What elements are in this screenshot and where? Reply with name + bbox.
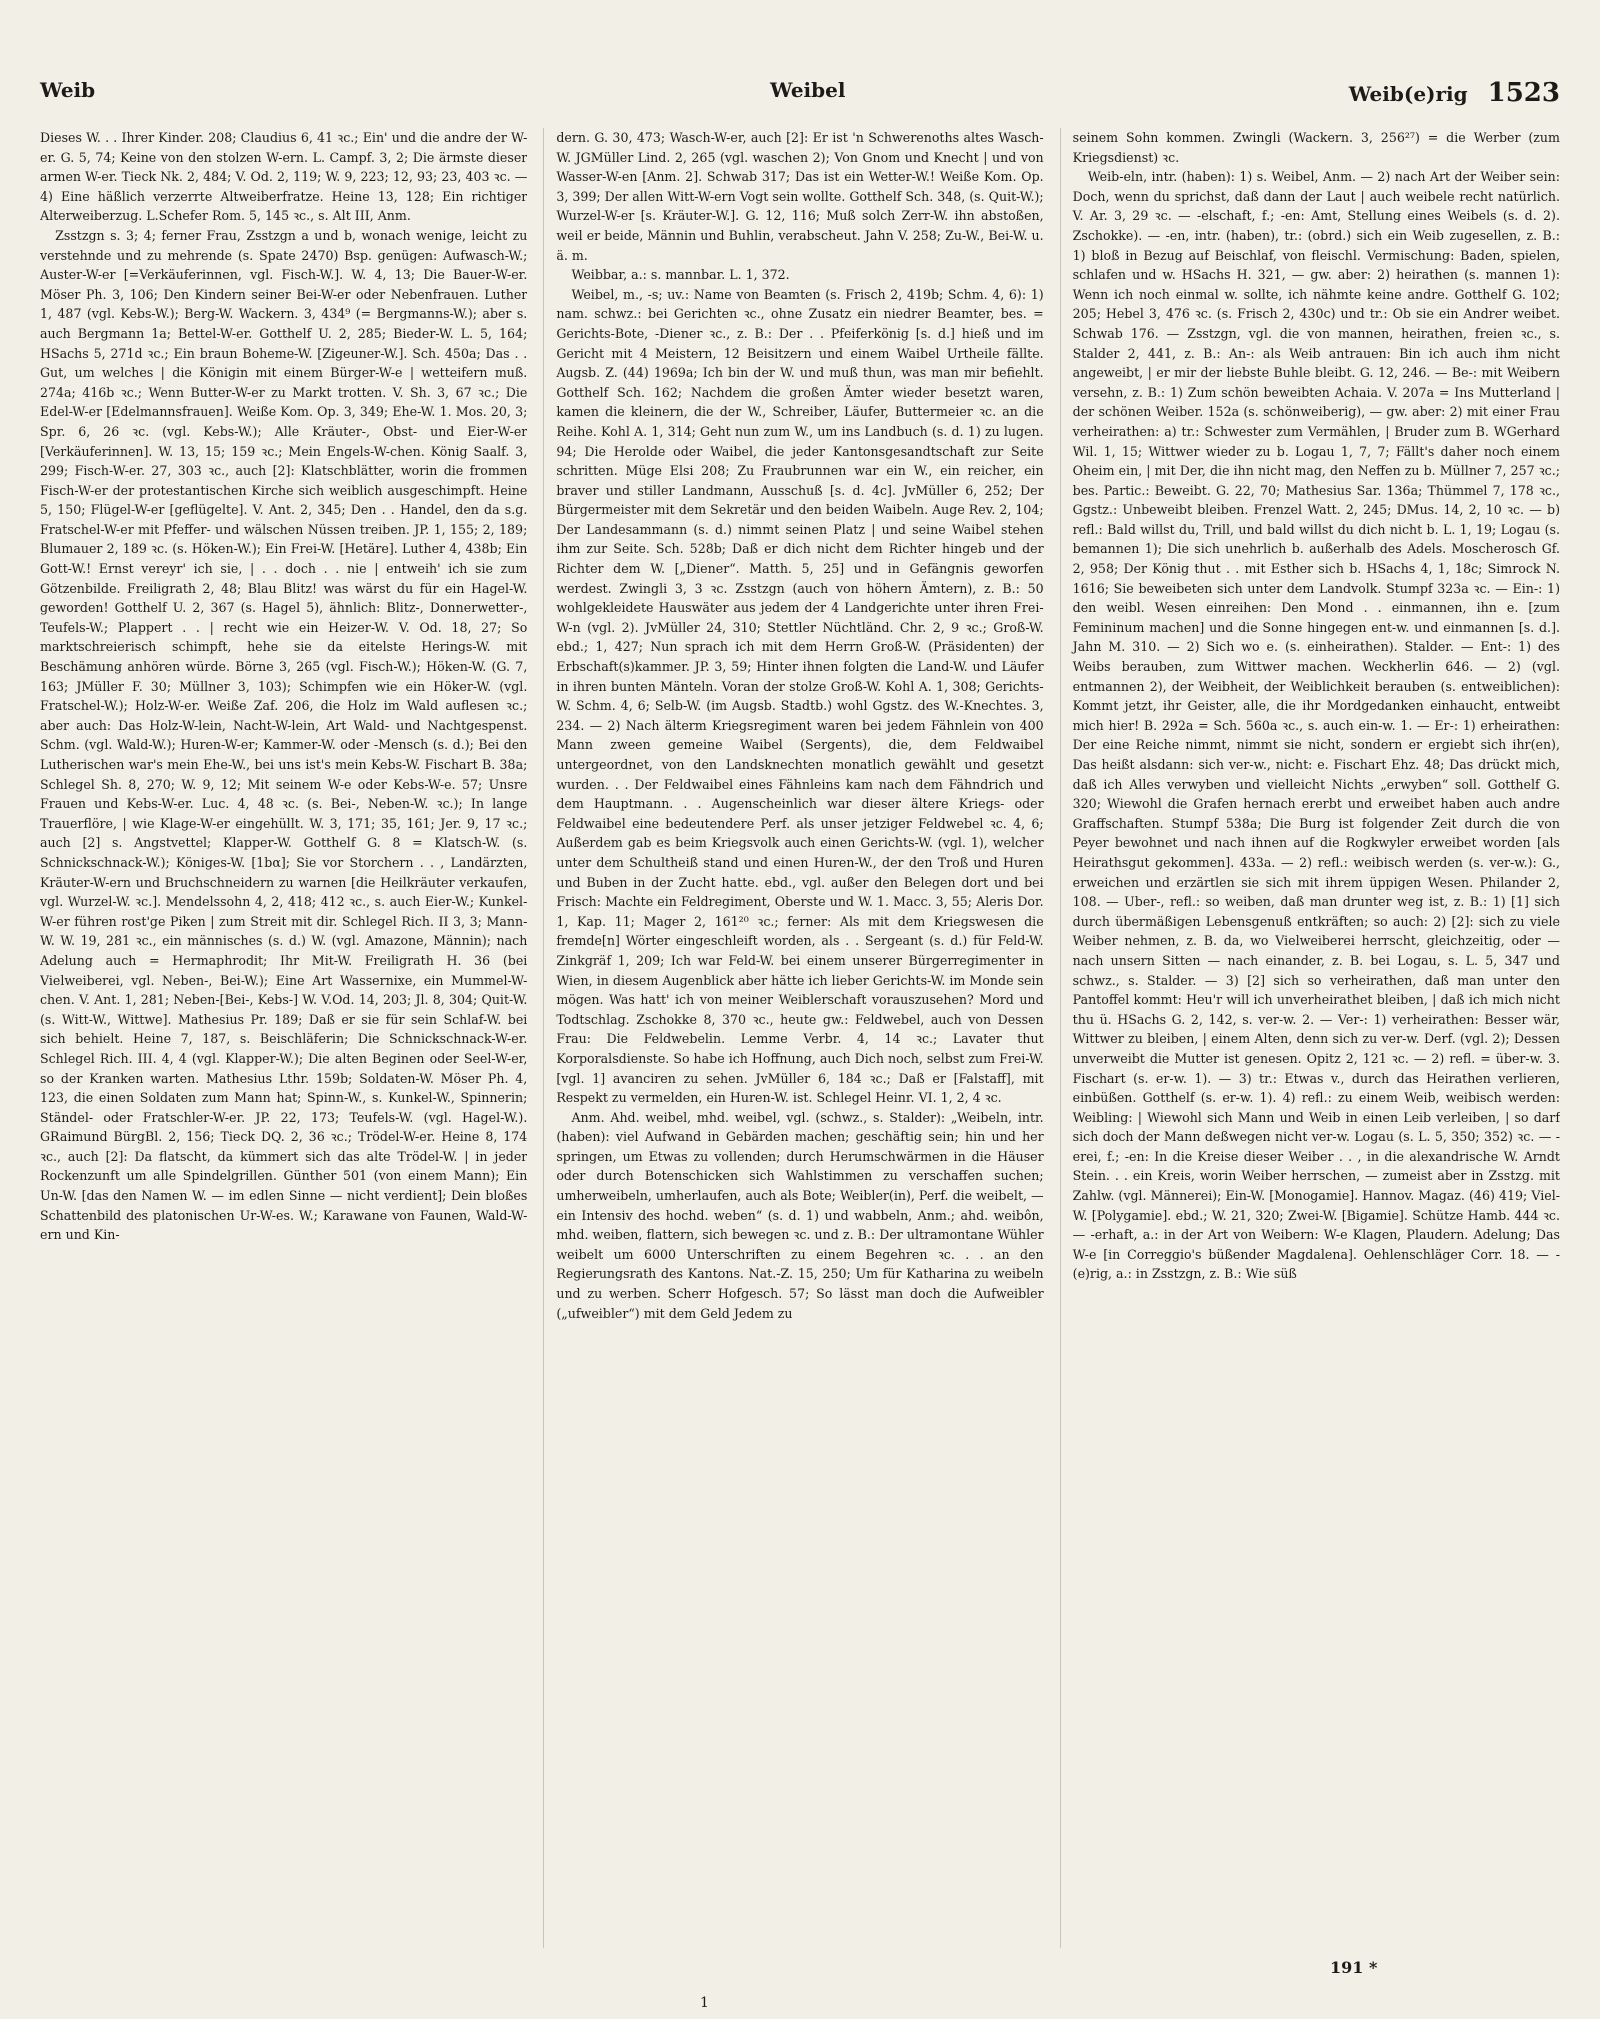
entry-paragraph: Anm. Ahd. weibel, mhd. weibel, vgl. (schwz., s. Stalder): „Weibeln, intr. (haben): viel Aufwand in Gebärden machen; geschäftig sein; hin und her springen, um Etwas zu vollenden; durch Herumschwärmen in die Häuser oder durch Botenschicken sich Wahlstimmen zu verschaffen suchen; umherweibeln, umherlaufen, auch als Bote; Weibler(in), Perf. die weibelt, — ein Intensiv des hochd. weben“ (s. d. 1) und wabbeln, Anm.; ahd. weibôn, mhd. weiben, flattern, sich bewegen ꝛc. und z. B.: Der ultramontane Wühler weibelt um 6000 Unterschriften zu einem Begehren ꝛc. . . an den Regierungsrath des Kantons. Nat.-Z. 15, 250; Um für Katharina zu weibeln und zu werben. Scherr Hofgesch. 57; So lässt man doch die Aufweibler („ufweibler“) mit dem Geld Jedem zu xyxy=(556,1109,1044,1321)
running-header xyxy=(40,70,1560,110)
entry-paragraph: Weib-eln, intr. (haben): 1) s. Weibel, Anm. — 2) nach Art der Weiber sein: Doch, wenn du sprichst, daß dann der Laut | auch weibele recht natürlich. V. Ar. 3, 29 ꝛc. — -elschaft, f.; -en: Amt, Stellung eines Weibels (s. d. 2). Zschokke). — -en, intr. (haben), tr.: (obrd.) sich ein Weib zugesellen, z. B.: 1) bloß in Bezug auf Beischlaf, von fleischl. Vermischung: Baden, spielen, schlafen und w. HSachs H. 321, — gw. aber: 2) heirathen (s. mannen 1): Wenn ich noch einmal w. sollte, ich nähmte keine andre. Gotthelf G. 102; 205; Hebel 3, 476 ꝛc. (s. Frisch 2, 430c) und tr.: Ob sie ein Andrer weibet. Schwab 176. — Zsstzgn, vgl. die von mannen, heirathen, freien ꝛc., s. Stalder 2, 441, z. B.: An-: als Weib antrauen: Bin ich auch ihm nicht angeweibt, | er mir der liebste Buhle bleibt. G. 12, 246. — Be-: mit Weibern versehn, z. B.: 1) Zum schön beweibten Achaia. V. 207a = Ins Mutterland | der schönen Weiber. 152a (s. schönweiberig), — gw. aber: 2) mit einer Frau verheirathen: a) tr.: Schwester zum Vermählen, | Bruder zum B. WGerhard Wil. 1, 15; Wittwer wieder zu b. Logau 1, 7, 7; Fällt's daher noch einem Oheim ein, | mit Der, die ihn nicht mag, den Neffen zu b. Müllner 7, 257 ꝛc.; bes. Partic.: Beweibt. G. 22, 70; Mathesius Sar. 136a; Thümmel 7, 178 ꝛc., Ggstz.: Unbeweibt bleiben. Frenzel Watt. 2, 245; DMus. 14, 2, 10 ꝛc. — b) refl.: Bald willst du, Trill, und bald willst du dich nicht b. L. 1, 19; Logau (s. bemannen 1); Die sich unehrlich b. außerhalb des Adels. Moscherosch Gf. 2, 958; Der König thut . . mit Esther sich b. HSachs 4, 1, 18c; Simrock N. 1616; Sie beweibeten sich unter dem Landvolk. Stumpf 323a ꝛc. — Ein-: 1) den weibl. Wesen einreihen: Den Mond . . einmannen, ihn e. [zum Femininum machen] und die Sonne hingegen ent-w. und einmannen [s. d.]. Jahn M. 310. — 2) Sich wo e. (s. einheirathen). Stalder. — Ent-: 1) des Weibs berauben, zum Wittwer machen. Weckherlin 646. — 2) (vgl. entmannen 2), der Weibheit, der Weiblichkeit berauben (s. entweiblichen): Kommt jetzt, ihr Geister, alle, die ihr Mordgedanken einhaucht, entweibt mich hier! B. 292a = Sch. 560a ꝛc., s. auch ein-w. 1. — Er-: 1) erheirathen: Der eine Reiche nimmt, nimmt sie nicht, sondern er ergiebt sich ihr(en), Das heißt alsdann: sich ver-w., nicht: e. Fischart Ehz. 48; Das drückt mich, daß ich Alles verwyben und vielleicht Nichts „erwyben“ soll. Gotthelf G. 320; Wiewohl die Grafen hernach ererbt und erweibet haben auch andre Graffschaften. Stumpf 538a; Die Burg ist folgender Zeit durch die von Peyer bewohnet und nach ihnen auf die Rogkwyler erweibet worden [als Heirathsgut gekommen]. 433a. — 2) refl.: weibisch werden (s. ver-w.): G., erweichen und erzärtlen sie sich mit ihrem üppigen Wesen. Philander 2, 108. — Uber-, refl.: so weiben, daß man drunter weg ist, z. B.: 1) [1] sich durch übermäßigen Lebensgenuß entkräften; so auch: 2) [2]: sich zu viele Weiber nehmen, z. B. da, wo Vielweiberei herrscht, gleichzeitig, oder — nach unsern Sitten — nach einander, z. B. bei Logau, s. L. 5, 347 und schwz., s. Stalder. — 3) [2] sich so verheirathen, daß man unter den Pantoffel kommt: Heu'r will ich unverheirathet bleiben, | daß ich mich nicht thu ü. HSachs G. 2, 142, s. ver-w. 2. — Ver-: 1) verheirathen: Besser wär, Wittwer zu bleiben, | einem Alten, denn sich zu ver-w. Derf. (vgl. 2); Dessen unverweibt die Mutter ist genesen. Opitz 2, 121 ꝛc. — 2) refl. = über-w. 3. Fischart (s. er-w. 1). — 3) tr.: Etwas v., durch das Heirathen verlieren, einbüßen. Gotthelf (s. er-w. 1). 4) refl.: zu einem Weib, weibisch werden: Weibling: | Wiewohl sich Mann und Weib in einen Leib verleiben, | so darf sich doch der Mann deßwegen nicht ver-w. Logau (s. L. 5, 350; 352) ꝛc. — -erei, f.; -en: In die Kreise dieser Weiber . . , in die alexandrische W. Arndt Stein. . . ein Kreis, worin Weiber herrschen, — zumeist aber in Zsstzg. mit Zahlw. (vgl. Männerei); Ein-W. [Monogamie]. Hannov. Magaz. (46) 419; Viel-W. [Polygamie]. ebd.; W. 21, 320; Zwei-W. [Bigamie]. Schütze Hamb. 444 ꝛc. — -erhaft, a.: in der Art von Weibern: W-e Klagen, Plaudern. Adelung; Das W-e [in Correggio's büßender Magdalena]. Oehlenschläger Corr. 18. — -(e)rig, a.: in Zsstzgn, z. B.: Wie süß xyxy=(1072,169,1560,1282)
header-right-keyword: Weib(e)rig xyxy=(1348,82,1468,106)
header-center-keyword: Weibel xyxy=(770,78,846,102)
entry-paragraph: Weibel, m., -s; uv.: Name von Beamten (s. Frisch 2, 419b; Schm. 4, 6): 1) nam. schwz.: bei Gerichten ꝛc., ohne Zusatz ein niedrer Beamter, bes. = Gerichts-Bote, -Diener ꝛc., z. B.: Der . . Pfeiferkönig [s. d.] hieß und im Gericht mit 4 Meistern, 12 Beisitzern und einem Waibel Urtheile fällte. Augsb. Z. (44) 1969a; Ich bin der W. und muß thun, was man mir befiehlt. Gotthelf Sch. 162; Nachdem die großen Ämter wieder besetzt waren, kamen die kleinern, die der W., Schreiber, Läufer, Buttermeier ꝛc. an die Reihe. Kohl A. 1, 314; Geht nun zum W., um ins Landbuch (s. d. 1) zu lugen. 94; Die Herolde oder Waibel, die jeder Kantonsgesandtschaft zur Seite schritten. Müge Elsi 208; Zu Fraubrunnen war ein W., ein reicher, ein braver und stiller Landmann, Ausschuß [s. d. 4c]. JvMüller 6, 252; Der Bürgermeister mit dem Sekretär und den beiden Waibeln. Auge Rev. 2, 104; Der Landesammann (s. d.) nimmt seinen Platz | und seine Waibel stehen ihm zur Seite. Sch. 528b; Daß er dich nicht dem Richter hingeb und der Richter dem W. [„Diener“. Matth. 5, 25] und in Gefängnis geworfen werdest. Zwingli 3, 3 ꝛc. Zsstzgn (auch von höhern Ämtern), z. B.: 50 wohlgekleidete Hauswäter aus jedem der 4 Landgerichte unter ihren Frei-W-n (vgl. 2). JvMüller 24, 310; Stettler Nüchtländ. Chr. 2, 9 ꝛc.; Groß-W. ebd.; 1, 427; Nun sprach ich mit dem Herrn Groß-W. (Präsidenten) der Erbschaft(s)kammer. JP. 3, 59; Hinter ihnen folgten die Land-W. und Läufer in ihren bunten Mänteln. Voran der stolze Groß-W. Kohl A. 1, 308; Gerichts-W. Schm. 4, 6; Selb-W. (im Augsb. Stadtb.) wohl Ggstz. des W.-Knechtes. 3, 234. — 2) Nach älterm Kriegsregiment waren bei jedem Fähnlein von 400 Mann zween gemeine Waibel (Sergents), die, dem Feldwaibel untergeordnet, von den Landsknechten monatlich gewählt und gesetzt wurden. . . Der Feldwaibel eines Fähnleins kam nach dem Fähndrich und dem Hauptmann. . . Augenscheinlich war dieser ältere Kriegs- oder Feldwaibel eine bedeutendere Perf. als unser jetziger Feldwebel ꝛc. 4, 6; Außerdem gab es beim Kriegsvolk auch einen Gerichts-W. (vgl. 1), welcher unter dem Schultheiß stand und einen Huren-W., der den Troß und Huren und Buben in der Zucht hatte. ebd., vgl. außer den Belegen dort und bei Frisch: Machte ein Feldregiment, Oberste und W. 1. Macc. 3, 55; Aleris Dor. 1, Kap. 11; Mager 2, 161²⁰ ꝛc.; ferner: Als mit dem Kriegswesen die fremde[n] Wörter eingeschleift worden, als . . Sergeant (s. d.) für Feld-W. Zinkgräf 1, 209; Ich war Feld-W. bei einem unserer Bürgerregimenter in Wien, in diesem Augenblick aber hätte ich lieber Gerichts-W. im Monde sein mögen. Was hatt' ich von meiner Weiblerschaft vorauszusehen? Mord und Todtschlag. Zschokke 8, 370 ꝛc., heute gw.: Feldwebel, auch von Dessen Frau: Die Feldwebelin. Lemme Verbr. 4, 14 ꝛc.; Lavater thut Korporalsdienste. So habe ich Hoffnung, auch Dich noch, selbst zum Frei-W. [vgl. 1] avanciren zu sehen. JvMüller 6, 184 ꝛc.; Daß er [Falstaff], mit Respekt zu vermelden, ein Huren-W. ist. Schlegel Heinr. VI. 1, 2, 4 ꝛc. xyxy=(556,286,1044,1106)
page-number: 1523 xyxy=(1487,78,1560,108)
header-right xyxy=(1349,78,1560,108)
entry-paragraph: Weibbar, a.: s. mannbar. L. 1, 372. xyxy=(571,267,790,283)
column-1 xyxy=(40,128,527,1948)
text-columns xyxy=(40,128,1560,1948)
entry-paragraph: seinem Sohn kommen. Zwingli (Wackern. 3, 256²⁷) = die Werber (zum Kriegsdienst) ꝛc. xyxy=(1072,130,1560,165)
bottom-mark: 1 xyxy=(700,1995,709,2011)
signature-mark: 191 * xyxy=(1330,1958,1378,1977)
column-2 xyxy=(543,128,1043,1948)
entry-paragraph: Zsstzgn s. 3; 4; ferner Frau, Zsstzgn a und b, wonach wenige, leicht zu verstehnde und zu mehrende (s. Spate 2470) Bsp. genügen: Aufwasch-W.; Auster-W-er [=Verkäuferinnen, vgl. Fisch-W.]. W. 4, 13; Die Bauer-W-er. Möser Ph. 3, 106; Den Kindern seiner Bei-W-er oder Nebenfrauen. Luther 1, 487 (vgl. Kebs-W.); Berg-W. Wackern. 3, 434⁹ (= Bergmanns-W.); aber s. auch Bergmann 1a; Bettel-W-er. Gotthelf U. 2, 285; Bieder-W. L. 5, 164; HSachs 5, 271d ꝛc.; Ein braun Boheme-W. [Zigeuner-W.]. Sch. 450a; Das . . Gut, um welches | die Königin mit einem Bürger-W-e | wetteifern muß. 274a; 416b ꝛc.; Wenn Butter-W-er zu Markt trotten. V. Sh. 3, 67 ꝛc.; Die Edel-W-er [Edelmannsfrauen]. Weiße Kom. Op. 3, 349; Ehe-W. 1. Mos. 20, 3; Spr. 6, 26 ꝛc. (vgl. Kebs-W.); Alle Kräuter-, Obst- und Eier-W-er [Verkäuferinnen]. W. 13, 15; 159 ꝛc.; Mein Engels-W-chen. König Saalf. 3, 299; Fisch-W-er. 27, 303 ꝛc., auch [2]: Klatschblätter, worin die frommen Fisch-W-er der protestantischen Kirche sich weiblich ausgeschimpft. Heine 5, 150; Flügel-W-er [geflügelte]. V. Ant. 2, 345; Den . . Handel, den da s.g. Fratschel-W-er mit Pfeffer- und wälschen Nüssen treiben. JP. 1, 155; 2, 189; Blumauer 2, 189 ꝛc. (s. Höken-W.); Ein Frei-W. [Hetäre]. Luther 4, 438b; Ein Gott-W.! Ernst vereyr' ich sie, | . . doch . . nie | entweih' ich sie zum Götzenbilde. Freiligrath 2, 48; Blau Blitz! was wärst du für ein Hagel-W. geworden! Gotthelf U. 2, 367 (s. Hagel 5), ähnlich: Blitz-, Donnerwetter-, Teufels-W.; Plappert . . | recht wie ein Heizer-W. V. Od. 18, 27; So marktschreierisch schimpft, hehe sie da eitelste Herings-W. mit Beschämung anhören würde. Börne 3, 265 (vgl. Fisch-W.); Höken-W. (G. 7, 163; JMüller F. 30; Müllner 3, 103); Schimpfen wie ein Höker-W. (vgl. Fratschel-W.); Holz-W-er. Weiße Zaf. 206, die Holz im Wald auflesen ꝛc.; aber auch: Das Holz-W-lein, Nacht-W-lein, Art Wald- und Nachtgespenst. Schm. (vgl. Wald-W.); Huren-W-er; Kammer-W. oder -Mensch (s. d.); Bei den Lutherischen war's mein Ehe-W., bei uns ist's mein Kebs-W. Fischart B. 38a; Schlegel Sh. 8, 270; W. 9, 12; Mit seinem W-e oder Kebs-W-e. 57; Unsre Frauen und Kebs-W-er. Luc. 4, 48 ꝛc. (s. Bei-, Neben-W. ꝛc.); In lange Trauerflöre, | wie Klage-W-er eingehüllt. W. 3, 171; 35, 161; Jer. 9, 17 ꝛc.; auch [2] s. Angstvettel; Klapper-W. Gotthelf G. 8 = Klatsch-W. (s. Schnickschnack-W.); Königes-W. [1bα]; Sie vor Storchern . . , Landärzten, Kräuter-W-ern und Bruchschneidern zu warnen [die Heilkräuter verkaufen, vgl. Wurzel-W. ꝛc.]. Mendelssohn 4, 2, 418; 412 ꝛc., s. auch Eier-W.; Kunkel-W-er führen rost'ge Piken | zum Streit mit dir. Schlegel Rich. II 3, 3; Mann-W. W. 19, 281 ꝛc., ein männisches (s. d.) W. (vgl. Amazone, Männin); nach Adelung auch = Hermaphrodit; Ihr Mit-W. Freiligrath H. 36 (bei Vielweiberei, vgl. Neben-, Bei-W.); Eine Art Wassernixe, ein Mummel-W-chen. V. Ant. 1, 281; Neben-[Bei-, Kebs-] W. V.Od. 14, 203; Jl. 8, 304; Quit-W. (s. Witt-W., Wittwe]. Mathesius Pr. 189; Daß er sie für sein Schlaf-W. bei sich behielt. Heine 7, 187, s. Beischläferin; Die Schnickschnack-W-er. Schlegel Rich. III. 4, 4 (vgl. Klapper-W.); Die alten Beginen oder Seel-W-er, so der Kranken warten. Mathesius Lthr. 159b; Soldaten-W. Möser Ph. 4, 123, die einen Soldaten zum Mann hat; Spinn-W., s. Kunkel-W., Spinnerin; Ständel- oder Fratschler-W-er. JP. 22, 173; Teufels-W. (vgl. Hagel-W.). GRaimund BürgBl. 2, 156; Tieck DQ. 2, 36 ꝛc.; Trödel-W-er. Heine 8, 174 ꝛc., auch [2]: Da flatscht, da kümmert sich das alte Trödel-W. | in jeder Rockenzunft um alle Spindelgrillen. Günther 501 (von einem Mann); Ein Un-W. [das den Namen W. — im edlen Sinne — nicht verdient]; Dein bloßes Schattenbild des platonischen Ur-W-es. W.; Karawane von Faunen, Wald-W-ern und Kin- xyxy=(40,227,528,1243)
column-3 xyxy=(1060,128,1560,1948)
header-left-keyword: Weib xyxy=(40,78,96,102)
entry-paragraph: dern. G. 30, 473; Wasch-W-er, auch [2]: Er ist 'n Schwerenoths altes Wasch-W. JGMüller Lind. 2, 265 (vgl. waschen 2); Von Gnom und Knecht | und von Wasser-W-en [Anm. 2]. Schwab 317; Das ist ein Wetter-W.! Weiße Kom. Op. 3, 399; Der allen Witt-W-ern Vogt sein wollte. Gotthelf Sch. 348, (s. Quit-W.); Wurzel-W-er [s. Kräuter-W.]. G. 12, 116; Muß solch Zerr-W. ihn abstoßen, weil er beide, Männin und Buhlin, verabscheut. Jahn V. 258; Zu-W., Bei-W. u. ä. m. xyxy=(556,130,1044,263)
entry-paragraph: Dieses W. . . Ihrer Kinder. 208; Claudius 6, 41 ꝛc.; Ein' und die andre der W-er. G. 5, 74; Keine von den stolzen W-ern. L. Campf. 3, 2; Die ärmste dieser armen W-er. Tieck Nk. 2, 484; V. Od. 2, 119; W. 9, 223; 12, 93; 23, 403 ꝛc. — 4) Eine häßlich verzerrte Altweiberfratze. Heine 13, 128; Ein richtiger Alterweiberzug. L.Schefer Rom. 5, 145 ꝛc., s. Alt III, Anm. xyxy=(40,130,528,224)
